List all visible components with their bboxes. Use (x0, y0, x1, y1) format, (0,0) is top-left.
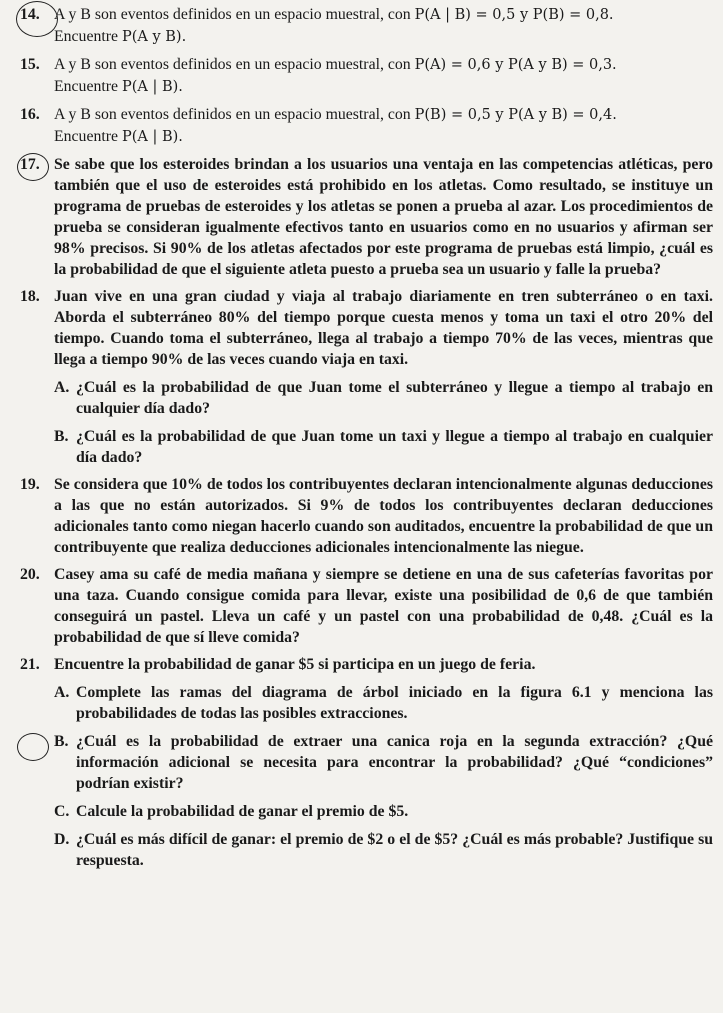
subquestion-text: ¿Cuál es más difícil de ganar: el premio de $2 o el de $5? ¿Cuál es más probable? Justifique su respuesta. (76, 831, 713, 869)
subquestion-d (54, 829, 713, 871)
subquestion-letter: B. (54, 428, 69, 445)
problem-19 (20, 474, 713, 558)
problem-text: Juan vive en una gran ciudad y viaja al trabajo diariamente en tren subterráneo o en taxi. Aborda el subterráneo 80% del tiempo porque cuesta menos y toma un taxi el otro 20% del tiempo. Cuando toma el subterráneo, llega al trabajo a tiempo 70% de las veces, mientras que llega a tiempo 90% de las veces cuando viaja en taxi. (54, 288, 713, 368)
math-expression: P(B) = 0,5 y P(A y B) = 0,4. (414, 107, 617, 123)
problem-17 (20, 154, 713, 280)
problem-text: Se considera que 10% de todos los contribuyentes declaran intencionalmente algunas deducciones a las que no están autorizados. Si 9% de todos los contribuyentes declaran deducciones adicionales tanto como niegan hacerlo cuando son auditados, encuentre la probabilidad de que un contribuyente que realiza deducciones adicionales intencionalmente las niegue. (54, 476, 713, 556)
problem-14 (20, 4, 713, 48)
subquestion-text: Complete las ramas del diagrama de árbol iniciado en la figura 6.1 y menciona las probabilidades de todas las posibles extracciones. (76, 684, 713, 722)
subquestion-letter: A. (54, 684, 70, 701)
subquestion-text: ¿Cuál es la probabilidad de que Juan tome un taxi y llegue a tiempo al trabajo en cualquier día dado? (76, 428, 713, 466)
subquestion-text: ¿Cuál es la probabilidad de que Juan tome el subterráneo y llegue a tiempo al trabajo en cualquier día dado? (76, 379, 713, 417)
math-expression: P(A) = 0,6 y P(A y B) = 0,3. (414, 57, 617, 73)
problem-text: A y B son eventos definidos en un espacio muestral, con P(B) = 0,5 y P(A y B) = 0,4. Encuentre P(A | B). (54, 106, 617, 145)
math-expression: P(A | B) = 0,5 y P(B) = 0,8. (414, 7, 614, 23)
problem-16 (20, 104, 713, 148)
subquestion-a (54, 682, 713, 724)
subquestion-c (54, 801, 713, 822)
problem-15 (20, 54, 713, 98)
problem-number: 15. (20, 56, 40, 73)
subquestion-text: Calcule la probabilidad de ganar el premio de $5. (76, 803, 409, 820)
problem-text: Encuentre la probabilidad de ganar $5 si participa en un juego de feria. (54, 656, 536, 673)
subquestion-letter: A. (54, 379, 70, 396)
problem-text: Casey ama su café de media mañana y siempre se detiene en una de sus cafeterías favoritas por una taza. Cuando consigue comida para llevar, existe una posibilidad de 0,6 de que también conseguirá un pastel. Lleva un café y un pastel con una probabilidad de 0,48. ¿Cuál es la probabilidad de que sí lleve comida? (54, 566, 713, 646)
problem-number: 21. (20, 656, 40, 673)
subquestion-text: ¿Cuál es la probabilidad de extraer una canica roja en la segunda extracción? ¿Qué información adicional se necesita para encontrar la probabilidad? ¿Qué “condiciones” podrían existir? (76, 733, 713, 792)
problem-number: 14. (20, 6, 40, 23)
problem-text: A y B son eventos definidos en un espacio muestral, con P(A | B) = 0,5 y P(B) = 0,8. Encuentre P(A y B). (54, 6, 614, 45)
problem-text: Se sabe que los esteroides brindan a los usuarios una ventaja en las competencias atléticas, pero también que el uso de esteroides está prohibido en los atletas. Como resultado, se instituye un programa de pruebas de esteroides y los atletas se ponen a prueba al azar. Los procedimientos de prueba se consideran igualmente efectivos tanto en usuarios como en no usuarios y afirman ser 98% precisos. Si 90% de los atletas afectados por este programa de pruebas está limpio, ¿cuál es la probabilidad de que el siguiente atleta puesto a prueba sea un usuario y falle la prueba? (54, 156, 713, 278)
subquestion-a (54, 377, 713, 419)
problem-number: 20. (20, 566, 40, 583)
problem-number: 19. (20, 476, 40, 493)
problem-text: A y B son eventos definidos en un espacio muestral, con P(A) = 0,6 y P(A y B) = 0,3. Encuentre P(A | B). (54, 56, 617, 95)
problem-number: 18. (20, 288, 40, 305)
problem-21 (20, 654, 713, 871)
subquestion-letter: D. (54, 831, 70, 848)
problem-18 (20, 286, 713, 468)
subquestion-letter: B. (54, 733, 69, 750)
math-expression: P(A | B). (121, 129, 183, 145)
subquestion-b (54, 426, 713, 468)
subquestion-b (54, 731, 713, 794)
subquestion-letter: C. (54, 803, 70, 820)
problem-20 (20, 564, 713, 648)
problem-number: 17. (20, 156, 40, 173)
problem-number: 16. (20, 106, 40, 123)
math-expression: P(A | B). (121, 79, 183, 95)
math-expression: P(A y B). (121, 29, 187, 45)
